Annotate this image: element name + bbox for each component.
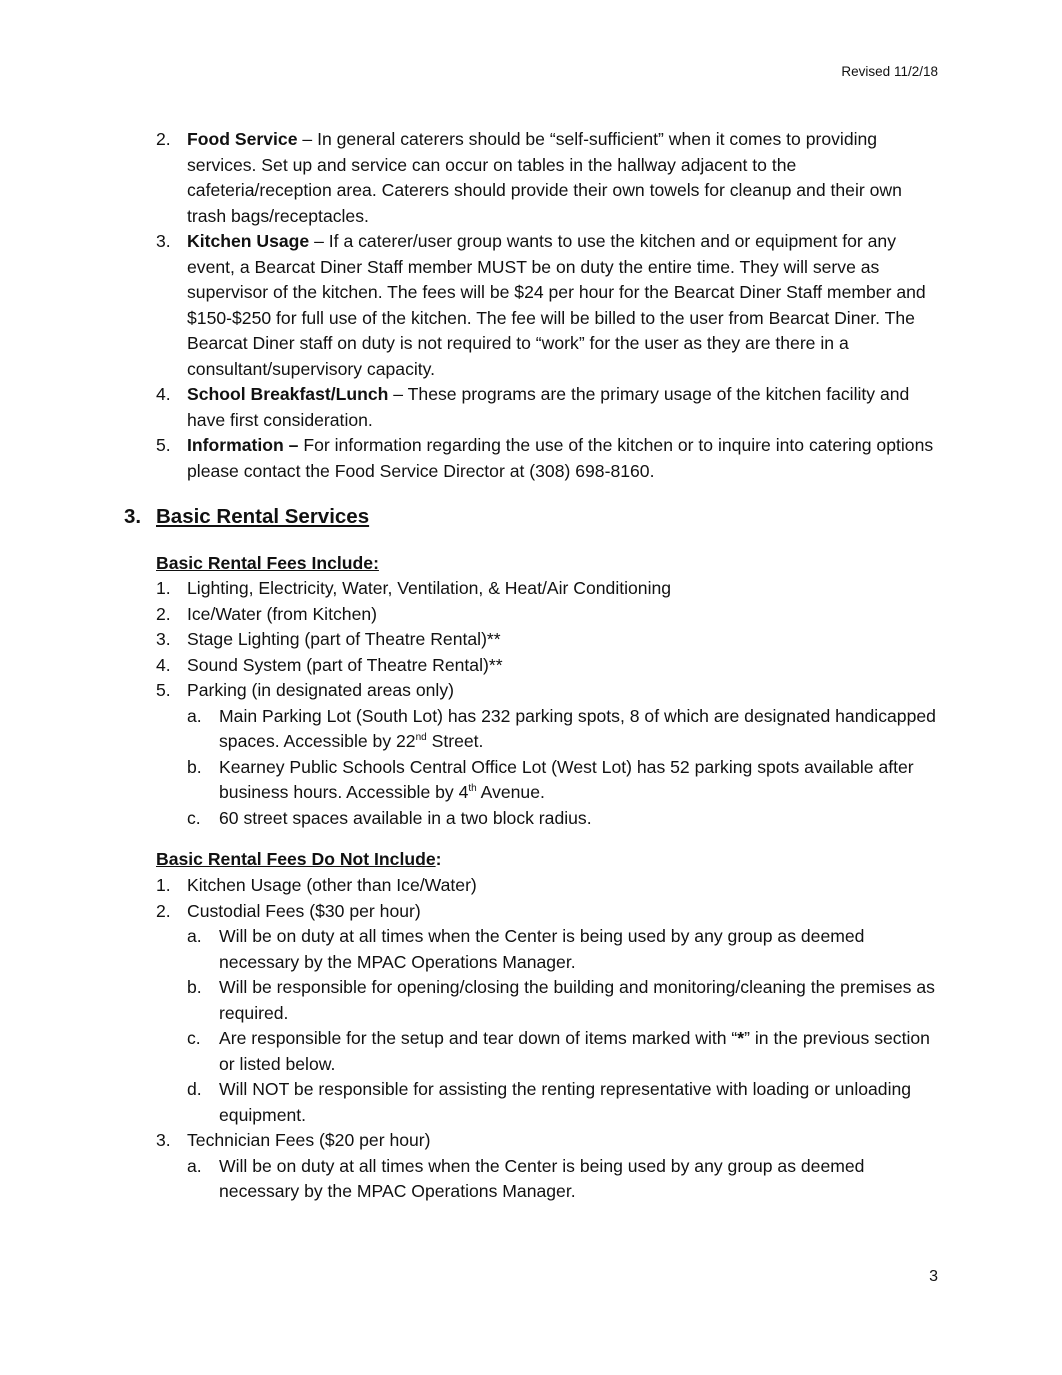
sub-item (187, 704, 943, 755)
sub-letter: b. (187, 977, 202, 997)
section-number: 3. (124, 505, 142, 528)
ordinal-suffix: th (468, 783, 477, 794)
list-item (156, 873, 943, 899)
sub-text: Will be on duty at all times when the Center is being used by any group as deemed necessary by the MPAC Operations Manager. (219, 926, 865, 972)
list-item-school-breakfast-lunch (156, 382, 943, 433)
item-text: Ice/Water (from Kitchen) (187, 603, 377, 624)
list-number: 2. (156, 129, 171, 149)
list-number: 2. (156, 603, 171, 624)
item-title: Information – (187, 435, 299, 455)
sub-letter: a. (187, 1155, 202, 1176)
page-number: 3 (929, 1268, 938, 1285)
list-number: 4. (156, 654, 171, 675)
list-number: 3. (156, 231, 171, 251)
item-text: Kitchen Usage (other than Ice/Water) (187, 875, 477, 895)
sub-item (187, 924, 943, 975)
section-title: Basic Rental Services (156, 505, 370, 528)
list-item-parking (156, 678, 943, 831)
section-heading (124, 505, 369, 529)
exclude-heading-text: Basic Rental Fees Do Not Include (156, 849, 436, 869)
sub-letter: a. (187, 926, 202, 946)
parking-sub-list (187, 704, 943, 832)
list-number: 4. (156, 384, 171, 404)
item-title: Food Service (187, 129, 298, 149)
item-title: School Breakfast/Lunch (187, 384, 389, 404)
list-number: 1. (156, 875, 171, 895)
item-text: Sound System (part of Theatre Rental)** (187, 654, 503, 675)
revised-date: Revised 11/2/18 (841, 64, 938, 79)
list-item (156, 653, 943, 679)
list-item-information (156, 433, 943, 484)
item-separator: – (297, 129, 318, 149)
food-service-list (156, 127, 943, 484)
sub-letter: d. (187, 1079, 202, 1099)
sub-text-end: Street. (426, 731, 484, 751)
item-text: In general caterers should be “self-sufficient” when it comes to providing services. Set up and service can occur on tables in the hallway adjacent to the cafeteria/reception area. Caterers should provide their own towels for cleanup and their own trash bags/receptacles. (187, 129, 902, 226)
item-separator: – (388, 384, 408, 404)
include-list (156, 576, 943, 831)
include-heading (156, 551, 379, 576)
sub-text: Will be responsible for opening/closing the building and monitoring/cleaning the premises as required. (219, 977, 935, 1023)
item-text: Technician Fees ($20 per hour) (187, 1130, 431, 1150)
include-heading-text: Basic Rental Fees Include: (156, 553, 379, 573)
list-item (156, 576, 943, 602)
technician-sub-list (187, 1154, 943, 1205)
custodial-sub-list (187, 924, 943, 1128)
ordinal-suffix: nd (415, 732, 427, 743)
sub-text: Are responsible for the setup and tear down of items marked with “ (219, 1028, 738, 1048)
sub-text: Kearney Public Schools Central Office Lot (West Lot) has 52 parking spots available after business hours. Accessible by 4 (219, 756, 914, 802)
sub-text: Main Parking Lot (South Lot) has 232 parking spots, 8 of which are designated handicapped spaces. Accessible by 22 (219, 705, 936, 751)
sub-item (187, 975, 943, 1026)
sub-item (187, 1077, 943, 1128)
list-item-kitchen-usage (156, 229, 943, 382)
list-item-custodial (156, 899, 943, 1129)
list-item-food-service (156, 127, 943, 229)
exclude-heading (156, 847, 441, 872)
list-number: 5. (156, 435, 171, 455)
list-number: 3. (156, 1130, 171, 1150)
item-text: Lighting, Electricity, Water, Ventilation, & Heat/Air Conditioning (187, 578, 672, 598)
item-text: Parking (in designated areas only) (187, 680, 454, 700)
list-item (156, 602, 943, 628)
sub-text: 60 street spaces available in a two block radius. (219, 807, 592, 828)
exclude-list (156, 873, 943, 1205)
sub-letter: c. (187, 1028, 201, 1048)
sub-text-end: Avenue. (476, 782, 545, 802)
list-number: 5. (156, 680, 171, 700)
item-text: Stage Lighting (part of Theatre Rental)** (187, 629, 501, 649)
list-item-technician (156, 1128, 943, 1205)
sub-text: Will be on duty at all times when the Center is being used by any group as deemed necessary by the MPAC Operations Manager. (219, 1155, 865, 1201)
item-title: Kitchen Usage (187, 231, 310, 251)
sub-item (187, 1154, 943, 1205)
item-separator: – (309, 231, 329, 251)
item-text: Custodial Fees ($30 per hour) (187, 900, 421, 921)
sub-text: Will NOT be responsible for assisting the renting representative with loading or unloading equipment. (219, 1079, 912, 1125)
exclude-heading-colon: : (435, 849, 442, 869)
sub-text-end: ” in the previous section or listed below. (219, 1028, 930, 1074)
sub-item (187, 806, 943, 832)
sub-item (187, 1026, 943, 1077)
sub-letter: c. (187, 807, 201, 828)
list-item (156, 627, 943, 653)
item-text: If a caterer/user group wants to use the kitchen and or equipment for any event, a Bearcat Diner Staff member MUST be on duty the entire time. They will serve as supervisor of the kitchen. The fees will be $24 per hour for the Bearcat Diner Staff member and $150-$250 for full use of the kitchen. The fee will be billed to the user from Bearcat Diner. The Bearcat Diner staff on duty is not required to “work” for the user as they are there in a consultant/supervisory capacity. (187, 231, 926, 379)
list-number: 3. (156, 629, 171, 649)
item-text: For information regarding the use of the kitchen or to inquire into catering options please contact the Food Service Director at (308) 698-8160. (187, 435, 934, 481)
sub-letter: a. (187, 705, 202, 726)
asterisk-mark: * (737, 1028, 745, 1048)
list-number: 1. (156, 578, 171, 598)
item-text: These programs are the primary usage of the kitchen facility and have first consideration. (187, 384, 910, 430)
sub-item (187, 755, 943, 806)
list-number: 2. (156, 900, 171, 921)
sub-letter: b. (187, 756, 202, 777)
